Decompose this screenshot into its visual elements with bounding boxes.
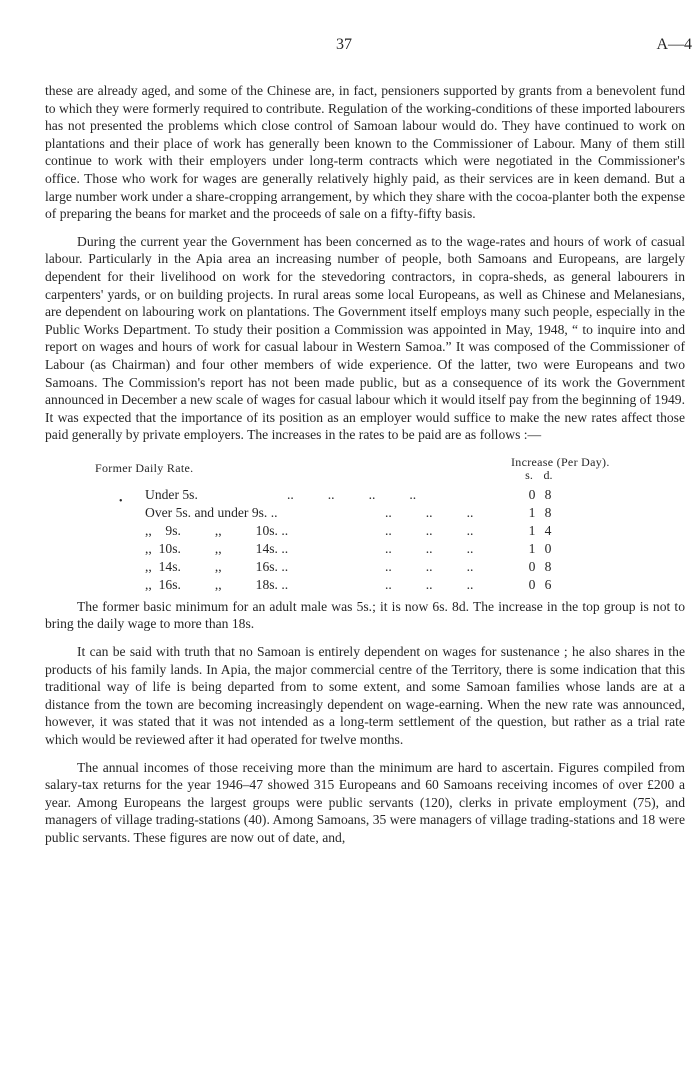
leader-dots: .. .. .. [385,522,474,538]
table-row [145,576,585,594]
increase-shillings: 0 [528,558,536,574]
former-rate-header: Former Daily Rate. [95,460,194,475]
increase-pence: 8 [544,558,552,574]
increase-pence: 4 [544,522,552,538]
increase-shillings: 1 [528,522,536,538]
increase-header: Increase (Per Day). [511,454,610,469]
leader-dots: .. .. .. [385,576,474,592]
table-row [145,540,585,558]
rate-label: ,, 10s. ,, 14s. .. [145,540,289,556]
rate-label: ,, 14s. ,, 16s. .. [145,558,289,574]
rate-label: Under 5s. [145,486,198,502]
page-number: 37 [336,36,352,53]
shillings-header: s. [525,467,533,482]
leader-dots: .. .. .. [385,540,474,556]
table-row [145,558,585,576]
rate-label: ,, 9s. ,, 10s. .. [145,522,289,538]
increase-shillings: 1 [528,540,536,556]
rate-label: ,, 16s. ,, 18s. .. [145,576,289,592]
increase-pence: 6 [544,576,552,592]
rate-label: Over 5s. and under 9s. .. [145,504,278,520]
increase-pence: 0 [544,540,552,556]
increase-shillings: 0 [528,486,536,502]
page-body [45,82,685,857]
paragraph-basic-minimum: The former basic minimum for an adult male was 5s.; it is now 6s. 8d. The increase in the top group is not to bring the daily wage to more than 18s. [45,598,685,632]
paragraph-casual-labour: During the current year the Government has been concerned as to the wage-rates and hours of work of casual labour. Particularly in the Apia area an increasing number of people, both Samoans and Europeans, are largely dependent for their livelihood on work for the stevedoring contractors, in copra-sheds, as general labourers in carpenters' yards, or on building projects. In rural areas some local Europeans, as well as Chinese and Melanesians, are dependent on labouring work on plantations. The Government itself employs many such people, especially in the Public Works Department. To study their position a Commission was appointed in May, 1948, “ to inquire into and report on wages and hours of work for casual labour in Western Samoa.” It was composed of the Commissioner of Labour (as Chairman) and four other members of wide experience. Of the latter, two were Europeans and two Samoans. The Commission's report has not been made public, but as a consequence of its work the Government announced in December a new scale of wages for casual labour which it would itself pay from the beginning of 1949. It was expected that the importance of its position as an employer would suffice to make the new rates affect those paid generally by private employers. The increases in the rates to be paid are as follows :— [45,233,685,443]
paragraph-samoan-sustenance: It can be said with truth that no Samoan is entirely dependent on wages for sustenance ; he also shares in the products of his family lands. In Apia, the major commercial centre of the Territory, there is some indication that this traditional way of life is being departed from to some extent, and some Samoan families whose lands are at a distance from the town are becoming increasingly dependent on wage-earning. When the new rate was announced, however, it was stated that it was not intended as a long-term settlement of the question, but rather as a trial rate which would be reviewed after it had operated for twelve months. [45,644,685,748]
paragraph-annual-incomes: The annual incomes of those receiving more than the minimum are hard to ascertain. Figures compiled from salary-tax returns for the year 1946–47 showed 315 Europeans and 60 Samoans receiving incomes of over £200 a year. Among Europeans the largest groups were public servants (120), clerks in private employment (75), and managers of village trading-stations (40). Among Samoans, 35 were managers of village trading-stations and 18 were public servants. These figures are now out of date, and, [45,759,685,845]
page-header [0,36,700,56]
wage-rates-table [45,454,685,590]
table-row [145,522,585,540]
leader-dots: .. .. .. [385,558,474,574]
document-reference: A—4 [656,36,692,53]
increase-shillings: 1 [528,504,536,520]
increase-shillings: 0 [528,576,536,592]
pence-header: d. [543,467,553,482]
leader-dots: .. .. .. .. [287,486,417,502]
table-row [145,504,585,522]
units-header [521,467,581,485]
increase-pence: 8 [544,504,552,520]
margin-mark: • [119,495,123,507]
table-row [145,486,585,504]
increase-pence: 8 [544,486,552,502]
paragraph-continued: these are already aged, and some of the Chinese are, in fact, pensioners supported by grants from a benevolent fund to which they were formerly required to contribute. Regulation of the working-conditions of these imported labourers has not presented the problems which close control of Samoan labour would do. They have continued to work on plantations and their place of work has generally been known to the Commissioner of Labour. Many of them still continue to work with their employers under long-term contracts which were negotiated in the Commissioner's office. Those who work for wages are generally relatively highly paid, as their services are in keen demand. But a large number work under a share-cropping arrangement, by which they share with the cocoa-planter both the expense of preparing the beans for market and the proceeds of sale on a fifty-fifty basis. [45,83,685,222]
leader-dots: .. .. .. [385,504,474,520]
